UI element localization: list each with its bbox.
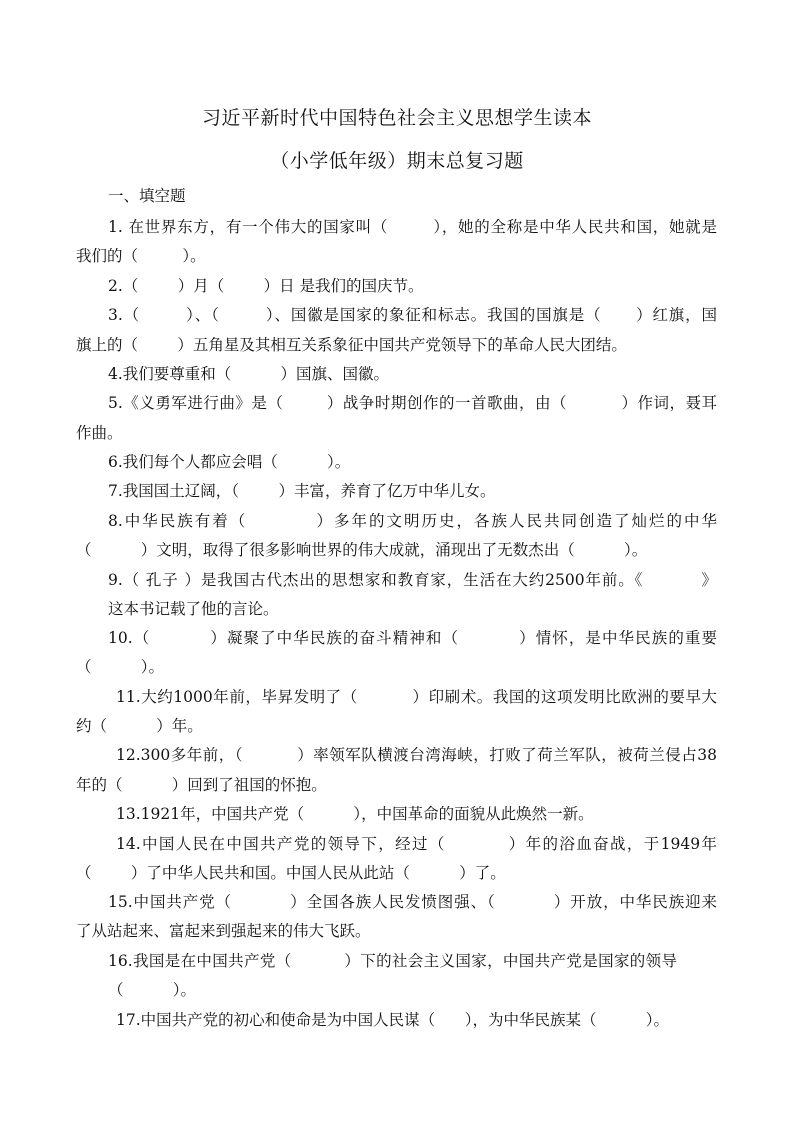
question-line: 了从站起来、富起来到强起来的伟大飞跃。	[76, 922, 371, 940]
question-line: （ ）文明，取得了很多影响世界的伟大成就，涌现出了无数杰出（ ）。	[76, 541, 648, 559]
question-line: 4.我们要尊重和（ ）国旗、国徽。	[108, 365, 390, 383]
question-line: 10.（ ）凝聚了中华民族的奋斗精神和（ ）情怀，是中华民族的重要	[108, 629, 717, 647]
question-line: 7.我国国土辽阔，（ ）丰富，养育了亿万中华儿女。	[108, 482, 496, 500]
question-line: （ ）了中华人民共和国。中国人民从此站（ ）了。	[76, 864, 506, 882]
question-line: 这本书记载了他的言论。	[108, 600, 279, 618]
question-line: 13.1921年，中国共产党（ ），中国革命的面貌从此焕然一新。	[116, 805, 594, 823]
question-line: 3.（ ）、（ ）、国徽是国家的象征和标志。我国的国旗是（ ）红旗，国	[108, 306, 717, 324]
question-line: 1. 在世界东方，有一个伟大的国家叫（ ），她的全称是中华人民共和国，她就是	[108, 218, 717, 236]
question-line: （ ）。	[76, 658, 165, 676]
document-subtitle: （小学低年级）期末总复习题	[270, 150, 524, 172]
question-line: 6.我们每个人都应会唱（ ）。	[108, 453, 351, 471]
question-line: 5.《义勇军进行曲》是（ ）战争时期创作的一首歌曲，由（ ）作词，聂耳	[108, 394, 717, 412]
question-line: 8.中华民族有着（ ）多年的文明历史，各族人民共同创造了灿烂的中华	[108, 512, 717, 530]
question-line: 16.我国是在中国共产党（ ）下的社会主义国家，中国共产党是国家的领导	[108, 952, 677, 970]
question-line: 12.300多年前，（ ）率领军队横渡台湾海峡，打败了荷兰军队，被荷兰侵占38	[116, 746, 717, 764]
question-line: 年的（ ）回到了祖国的怀抱。	[76, 776, 327, 794]
question-line: 11.大约1000年前，毕昇发明了（ ）印刷术。我国的这项发明比欧洲的要早大	[116, 688, 717, 706]
document-title: 习近平新时代中国特色社会主义思想学生读本	[201, 107, 592, 129]
question-line: 17.中国共产党的初心和使命是为中国人民谋（ ），为中华民族某（ ）。	[116, 1011, 669, 1029]
question-line: 15.中国共产党（ ）全国各族人民发愤图强、（ ）开放，中华民族迎来	[108, 893, 717, 911]
question-line: （ ）。	[108, 981, 197, 999]
section-heading: 一、填空题	[108, 187, 186, 205]
question-line: 旗上的（ ）五角星及其相互关系象征中国共产党领导下的革命人民大团结。	[76, 336, 627, 354]
question-line: 约（ ）年。	[76, 717, 203, 735]
question-line: 2.（ ）月（ ）日 是我们的国庆节。	[108, 277, 424, 295]
question-line: 我们的（ ）。	[76, 247, 206, 265]
question-line: 9.（ 孔子 ）是我国古代杰出的思想家和教育家，生活在大约2500年前。《 》	[108, 571, 717, 589]
question-line: 14.中国人民在中国共产党的领导下，经过（ ）年的浴血奋战，于1949年	[116, 835, 717, 853]
question-line: 作曲。	[76, 424, 123, 442]
